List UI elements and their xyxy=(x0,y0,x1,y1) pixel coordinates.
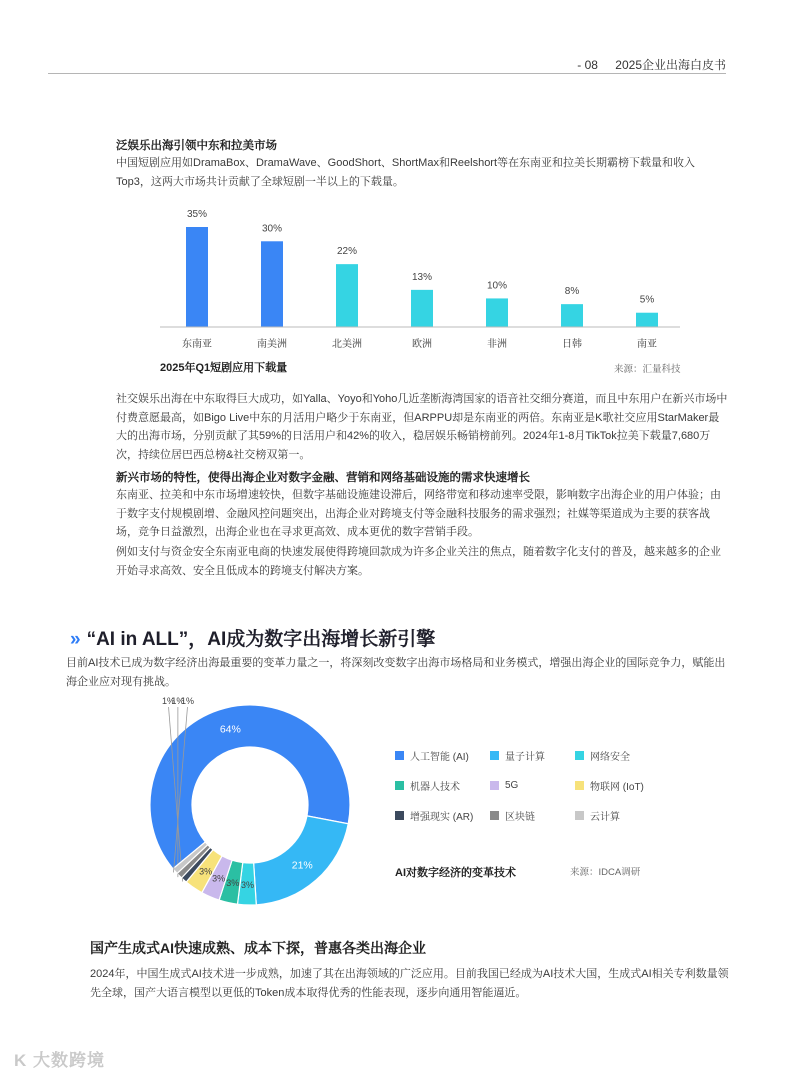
bar-category-label-1: 南美洲 xyxy=(257,339,287,350)
legend-swatch-7 xyxy=(490,811,499,820)
bar-category-label-5: 日韩 xyxy=(562,339,582,350)
legend-item-4 xyxy=(490,778,575,793)
page-header xyxy=(577,56,726,73)
section3-paragraph: 2024年，中国生成式AI技术进一步成熟，加速了其在出海领域的广泛应用。目前我国已经成为AI技术大国，生成式AI相关专利数量领先全球，国产大语言模型以更低的Token成本取得优秀的性能表现，逐步向通用智能逼近。 xyxy=(90,968,729,999)
donut-value-label-8: 1% xyxy=(180,696,194,706)
legend-swatch-4 xyxy=(490,781,499,790)
legend-item-1 xyxy=(490,748,575,763)
donut-value-label-5: 3% xyxy=(199,866,213,877)
section3-subheading: 国产生成式AI快速成熟、成本下探，普惠各类出海企业 xyxy=(90,940,426,956)
bar-6 xyxy=(636,313,658,327)
legend-label-6: 增强现实 (AR) xyxy=(410,812,474,823)
section3-title-text: “AI in ALL”，AI成为数字出海增长新引擎 xyxy=(86,629,436,650)
legend-item-2 xyxy=(575,748,655,763)
double-chevron-icon: » xyxy=(70,629,81,650)
donut-chart-title: AI对数字经济的变革技术 xyxy=(395,867,516,879)
bar-value-label-5: 8% xyxy=(564,286,580,298)
section1-heading: 泛娱乐出海引领中东和拉美市场 xyxy=(116,140,277,152)
bar-1 xyxy=(261,241,283,327)
section1-paragraph2: 社交娱乐出海在中东取得巨大成功，如Yalla、Yoyo和Yoho几近垄断海湾国家的语音社交细分赛道，而且中东用户在新兴市场中付费意愿最高，如Bigo Live中东的月活用户略少于东南亚，但ARPPU却是东南亚的两倍。东南亚是K歌社交应用StarMaker最大的出海市场，分别贡献了其59%的日活用户和42%的收入，稳居娱乐畅销榜前列。2024年1-8月TikTok拉美下载量7,680万次，持续位居巴西总榜&社交榜双第一。 xyxy=(116,393,728,461)
legend-label-4: 5G xyxy=(505,780,519,791)
bar-category-label-0: 东南亚 xyxy=(182,339,212,350)
donut-value-label-2: 3% xyxy=(241,879,255,890)
donut-value-label-6: 1% xyxy=(162,696,176,706)
bar-value-label-4: 10% xyxy=(486,280,508,292)
section2-heading: 新兴市场的特性，使得出海企业对数字金融、营销和网络基础设施的需求快速增长 xyxy=(116,472,530,484)
legend-item-5 xyxy=(575,778,655,793)
bar-0 xyxy=(186,227,208,327)
legend-swatch-6 xyxy=(395,811,404,820)
legend-swatch-3 xyxy=(395,781,404,790)
document-title: 2025企业出海白皮书 xyxy=(615,58,726,72)
legend-item-7 xyxy=(490,808,575,823)
donut-legend xyxy=(395,748,655,823)
bar-value-label-6: 5% xyxy=(639,294,655,306)
donut-value-label-4: 3% xyxy=(212,873,226,884)
legend-swatch-2 xyxy=(575,751,584,760)
legend-label-7: 区块链 xyxy=(505,812,535,823)
bar-value-label-2: 22% xyxy=(336,246,358,258)
legend-item-8 xyxy=(575,808,655,823)
section3-title xyxy=(70,624,435,651)
legend-label-5: 物联网 (IoT) xyxy=(590,782,644,793)
legend-label-3: 机器人技术 xyxy=(410,782,460,793)
section3-intro: 目前AI技术已成为数字经济出海最重要的变革力量之一，将深刻改变数字出海市场格局和业务模式，增强出海企业的国际竞争力，赋能出海企业应对现有挑战。 xyxy=(66,657,726,688)
donut-value-label-1: 21% xyxy=(291,859,313,872)
legend-item-6 xyxy=(395,808,490,823)
bar-value-label-3: 13% xyxy=(411,271,433,283)
donut-value-label-0: 64% xyxy=(219,723,241,736)
bar-chart-title: 2025年Q1短剧应用下载量 xyxy=(160,362,288,374)
section2-paragraph1: 东南亚、拉美和中东市场增速较快，但数字基础设施建设滞后，网络带宽和移动速率受限，影响数字出海企业的用户体验；由于数字支付规模剧增、金融风控问题突出，出海企业对跨境支付等金融科技服务的需求强烈；社媒等渠道成为主要的获客战场，竞争日益激烈，出海企业也在寻求更高效、成本更优的数字营销手段。 xyxy=(116,489,721,538)
watermark-logo: K 大数跨境 xyxy=(14,1051,105,1070)
bar-chart-source: 来源：汇量科技 xyxy=(614,364,681,375)
legend-swatch-1 xyxy=(490,751,499,760)
legend-label-2: 网络安全 xyxy=(590,752,630,763)
legend-swatch-8 xyxy=(575,811,584,820)
donut-value-label-3: 3% xyxy=(226,878,240,889)
section1-paragraph1: 中国短剧应用如DramaBox、DramaWave、GoodShort、ShortMax和Reelshort等在东南亚和拉美长期霸榜下载量和收入Top3，这两大市场共计贡献了全球短剧一半以上的下载量。 xyxy=(116,157,696,188)
page-number: - 08 xyxy=(577,58,598,72)
donut-chart-source: 来源：IDCA调研 xyxy=(570,867,641,878)
bar-3 xyxy=(411,290,433,327)
bar-value-label-0: 35% xyxy=(186,209,208,220)
bar-category-label-6: 南亚 xyxy=(637,339,657,350)
donut-value-label-7: 1% xyxy=(171,696,185,706)
legend-swatch-0 xyxy=(395,751,404,760)
bar-4 xyxy=(486,298,508,327)
bar-category-label-2: 北美洲 xyxy=(332,339,362,350)
donut-chart xyxy=(130,690,380,920)
legend-label-8: 云计算 xyxy=(590,812,620,823)
legend-item-0 xyxy=(395,748,490,763)
legend-label-0: 人工智能 (AI) xyxy=(410,752,469,763)
bar-chart xyxy=(150,196,700,386)
header-divider xyxy=(48,73,726,74)
legend-item-3 xyxy=(395,778,490,793)
bar-5 xyxy=(561,304,583,327)
bar-category-label-4: 非洲 xyxy=(487,339,507,350)
legend-label-1: 量子计算 xyxy=(505,752,545,763)
section2-paragraph2: 例如支付与资金安全东南亚电商的快速发展使得跨境回款成为许多企业关注的焦点，随着数字化支付的普及，越来越多的企业开始寻求高效、安全且低成本的跨境支付解决方案。 xyxy=(116,546,721,577)
bar-value-label-1: 30% xyxy=(261,223,283,235)
legend-swatch-5 xyxy=(575,781,584,790)
bar-2 xyxy=(336,264,358,327)
bar-category-label-3: 欧洲 xyxy=(412,339,432,350)
